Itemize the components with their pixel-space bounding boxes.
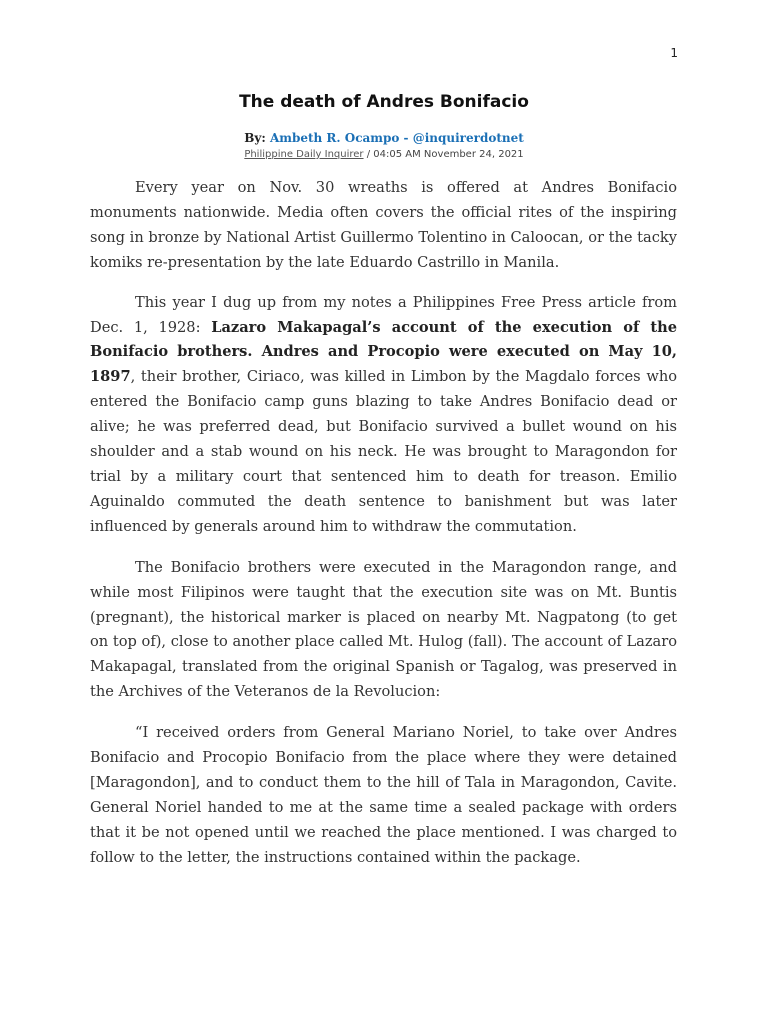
article-title: The death of Andres Bonifacio [239, 92, 529, 112]
article-body [90, 176, 677, 871]
author-link[interactable] [270, 131, 524, 145]
author-name: Ambeth R. Ocampo [269, 131, 400, 145]
paragraph-2-rest: , their brother, Ciriaco, was killed in Limbon by the Magdalo forces who entered the Bonifacio camp guns blazing to take Andres Bonifacio dead or alive; he was preferred dead, but Bonifacio survived a bullet wound on his shoulder and a stab wound on his neck. He was brought to Maragondon for trial by a military court that sentenced him to death for treason. Emilio Aguinaldo commuted the death sentence to banishment but was later influenced by generals around him to withdraw the commutation. [90, 368, 677, 535]
paragraph-2-intro: This year I dug up from my notes a Philippines Free Press article from Dec. 1, 1928: [90, 293, 677, 336]
publish-datetime: 04:05 AM November 24, 2021 [373, 149, 524, 160]
page-number: 1 [670, 46, 678, 60]
paragraph-3: The Bonifacio brothers were executed in the Maragondon range, and while most Filipinos were taught that the execution site was on Mt. Buntis (pregnant), the historical marker is placed on nearby Mt. Nagpatong (to get on top of), close to another place called Mt. Hulog (fall). The account of Lazaro Makapagal, translated from the original Spanish or Tagalog, was preserved in the Archives of the Veteranos de la Revolucion: [90, 558, 677, 701]
author-handle: @inquirerdotnet [412, 131, 524, 145]
paragraph-1: Every year on Nov. 30 wreaths is offered at Andres Bonifacio monuments nationwide. Media often covers the official rites of the inspiring song in bronze by National Artist Guillermo Tolentino in Caloocan, or the tacky komiks re-presentation by the late Eduardo Castrillo in Manila. [90, 179, 677, 271]
paragraph-2-bold: Lazaro Makapagal’s account of the execution of the Bonifacio brothers. Andres and Procopio were executed on May 10, 1897 [90, 318, 677, 386]
paragraph-4: “I received orders from General Mariano Noriel, to take over Andres Bonifacio and Procopio Bonifacio from the place where they were detained [Maragondon], and to conduct them to the hill of Tala in Maragondon, Cavite. General Noriel handed to me at the same time a sealed package with orders that it be not opened until we reached the place mentioned. I was charged to follow to the letter, the instructions contained within the package. [90, 724, 677, 866]
dateline-separator: / [363, 149, 374, 160]
dateline [0, 149, 768, 160]
byline [0, 131, 768, 145]
byline-prefix: By: [244, 131, 270, 145]
paragraph-2 [90, 291, 677, 540]
publication-link[interactable]: Philippine Daily Inquirer [244, 149, 364, 160]
byline-separator: - [399, 131, 413, 145]
